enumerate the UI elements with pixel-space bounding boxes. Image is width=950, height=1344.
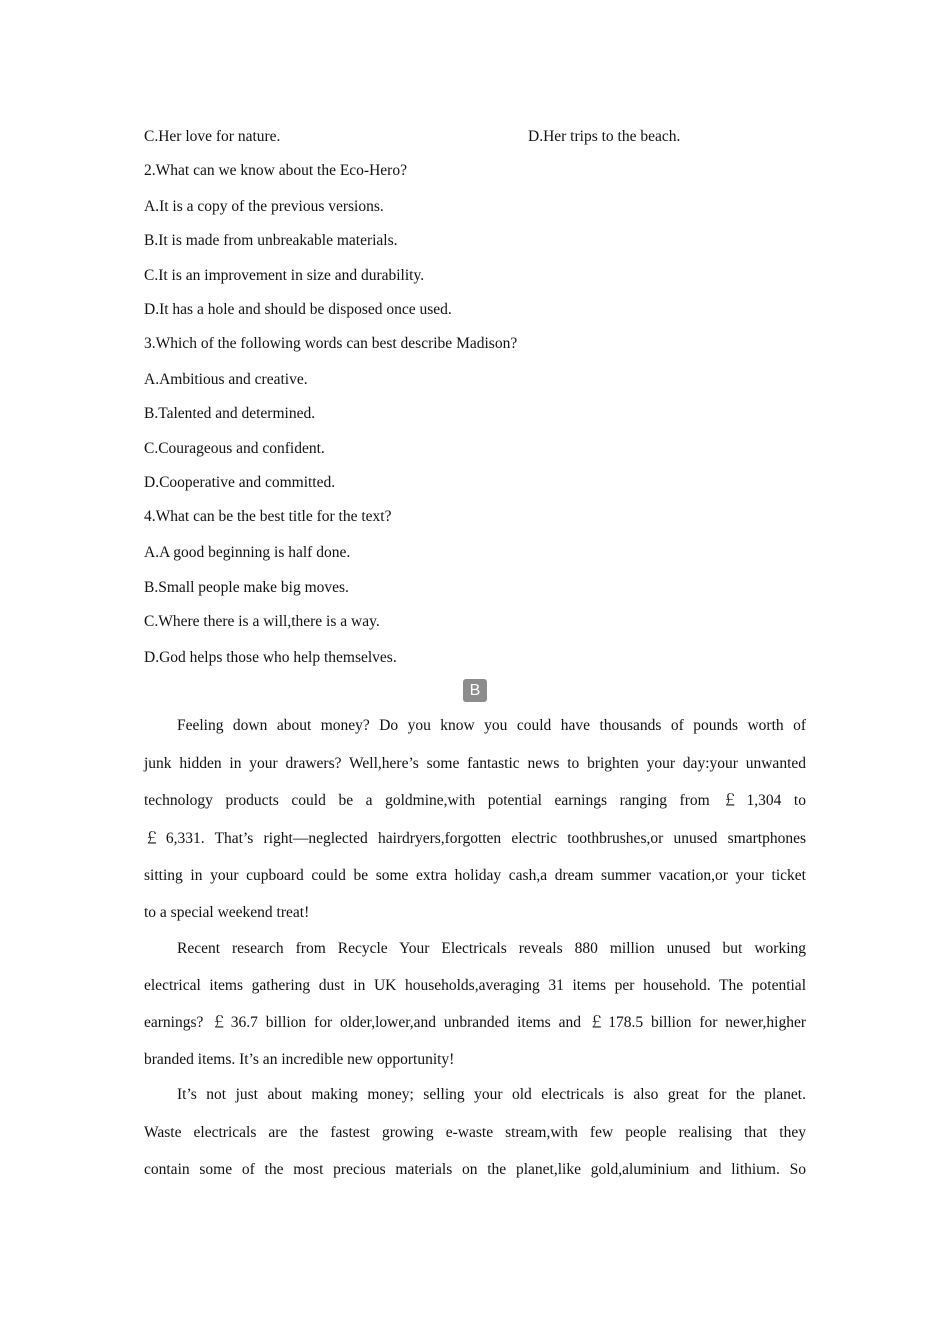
q3-stem: 3.Which of the following words can best describe Madison? [144, 335, 518, 352]
q4-option-a: A.A good beginning is half done. [144, 544, 351, 561]
q2-option-d: D.It has a hole and should be disposed once used. [144, 301, 452, 318]
passage-line: to a special weekend treat! [144, 904, 310, 921]
q4-option-c: C.Where there is a will,there is a way. [144, 613, 380, 630]
passage-line: sitting in your cupboard could be some extra holiday cash,a dream summer vacation,or your ticket [144, 867, 806, 884]
passage-line: junk hidden in your drawers? Well,here’s some fantastic news to brighten your day:your unwanted [144, 755, 806, 772]
passage-line: Waste electricals are the fastest growing e-waste stream,with few people realising that they [144, 1124, 806, 1141]
q2-stem: 2.What can we know about the Eco-Hero? [144, 162, 407, 179]
q1-options-row [144, 127, 806, 147]
q4-option-d: D.God helps those who help themselves. [144, 649, 397, 666]
passage-line: Recent research from Recycle Your Electricals reveals 880 million unused but working [177, 940, 806, 957]
passage-line: It’s not just about making money; selling your old electricals is also great for the planet. [177, 1086, 806, 1103]
q2-option-c: C.It is an improvement in size and durability. [144, 267, 425, 284]
q3-option-a: A.Ambitious and creative. [144, 371, 308, 388]
q2-option-a: A.It is a copy of the previous versions. [144, 198, 384, 215]
passage-line: earnings? ￡36.7 billion for older,lower,and unbranded items and ￡178.5 billion for newer,higher [144, 1014, 806, 1031]
passage-line: electrical items gathering dust in UK households,averaging 31 items per household. The potential [144, 977, 806, 994]
q3-option-c: C.Courageous and confident. [144, 440, 325, 457]
passage-line: ￡6,331. That’s right—neglected hairdryers,forgotten electric toothbrushes,or unused smartphones [144, 830, 806, 847]
passage-line: contain some of the most precious materials on the planet,like gold,aluminium and lithium. So [144, 1161, 806, 1178]
q4-stem: 4.What can be the best title for the text? [144, 508, 392, 525]
passage-line: branded items. It’s an incredible new opportunity! [144, 1051, 455, 1068]
passage-line: technology products could be a goldmine,with potential earnings ranging from ￡1,304 to [144, 792, 806, 809]
section-badge: B [463, 679, 487, 702]
passage-line: Feeling down about money? Do you know you could have thousands of pounds worth of [177, 717, 806, 734]
q4-option-b: B.Small people make big moves. [144, 579, 349, 596]
q3-option-d: D.Cooperative and committed. [144, 474, 336, 491]
q1-option-d: D.Her trips to the beach. [528, 128, 681, 145]
q2-option-b: B.It is made from unbreakable materials. [144, 232, 398, 249]
q3-option-b: B.Talented and determined. [144, 405, 316, 422]
q1-option-c: C.Her love for nature. [144, 128, 281, 145]
